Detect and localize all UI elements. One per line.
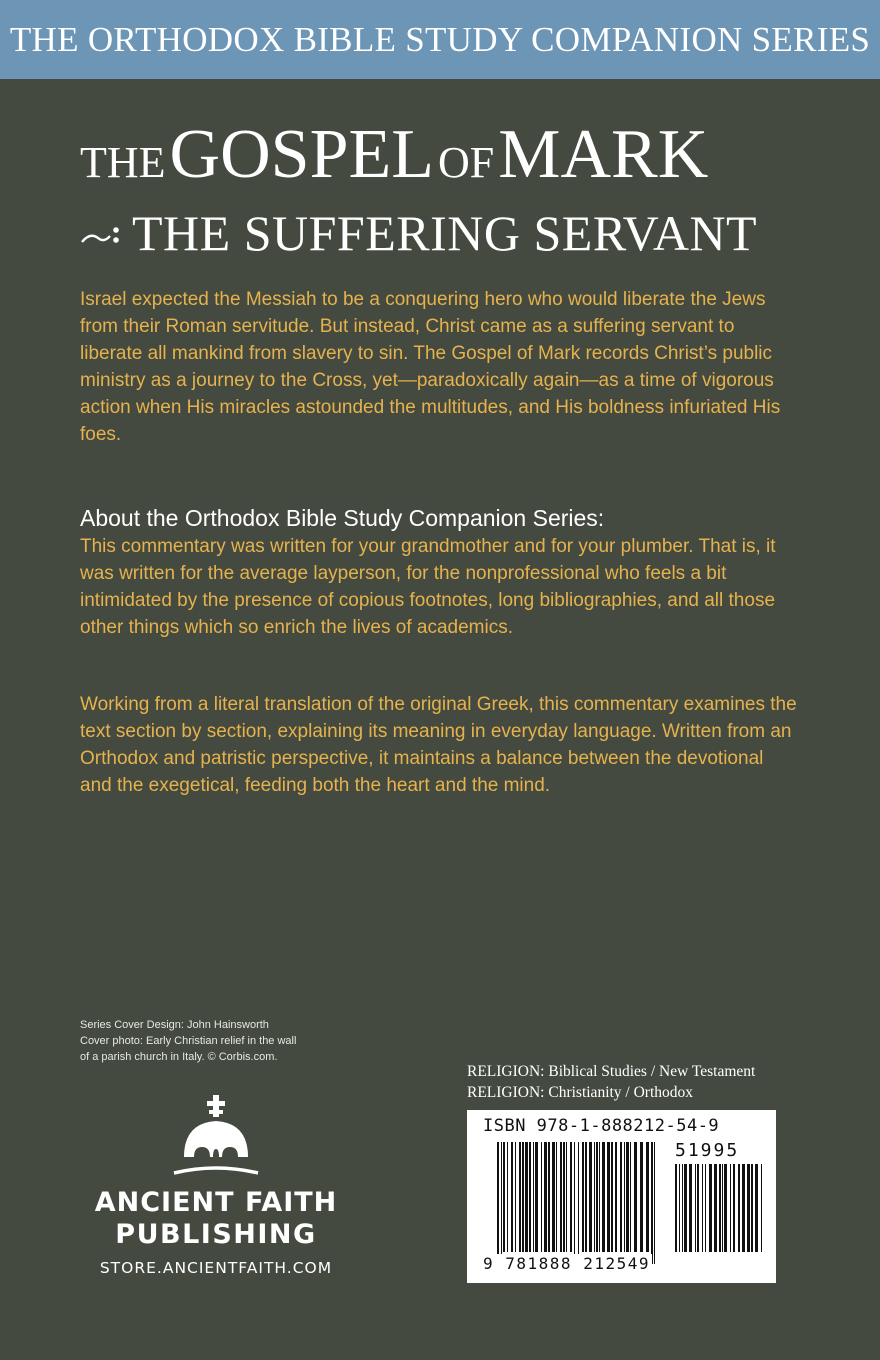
- isbn-text: ISBN 978-1-888212-54-9: [483, 1116, 720, 1136]
- bisac-categories: [467, 1061, 797, 1103]
- barcode-bar: [556, 1142, 557, 1252]
- barcode-bar: [620, 1142, 622, 1252]
- barcode-bar: [501, 1142, 502, 1264]
- credit-line: of a parish church in Italy. © Corbis.com.: [80, 1051, 278, 1063]
- barcode-bar: [640, 1142, 643, 1252]
- title-gospel: GOSPEL: [169, 116, 435, 193]
- barcode-bar: [541, 1142, 542, 1252]
- series-banner-text: THE ORTHODOX BIBLE STUDY COMPANION SERIES: [9, 19, 871, 59]
- barcode-bar: [563, 1142, 565, 1252]
- barcode-bar: [654, 1142, 655, 1264]
- barcode-bar: [519, 1142, 521, 1252]
- credit-line: Cover photo: Early Christian relief in the wall: [80, 1035, 297, 1047]
- book-subtitle: THE SUFFERING SERVANT: [132, 205, 758, 261]
- barcode-bar: [709, 1164, 712, 1252]
- barcode-bar: [751, 1164, 753, 1252]
- barcode-bar: [702, 1164, 703, 1252]
- book-subtitle-row: [80, 205, 840, 261]
- barcode-bar: [535, 1142, 538, 1252]
- ean-barcode-bars: [497, 1142, 657, 1264]
- about-heading: About the Orthodox Bible Study Companion Series:: [80, 505, 605, 531]
- publisher-logo: [80, 1093, 352, 1277]
- barcode-bar: [630, 1142, 631, 1252]
- series-banner: [0, 0, 880, 79]
- barcode-bar: [560, 1142, 562, 1252]
- category-line: RELIGION: Biblical Studies / New Testament: [467, 1063, 756, 1080]
- barcode-bar: [675, 1164, 677, 1252]
- book-blurb: Israel expected the Messiah to be a conquering hero who would liberate the Jews from their Roman servitude. But instead, Christ came as a suffering servant to liberate all mankind from slavery to sin. The Gospel of Mark records Christ’s public ministry as a journey to the Cross, yet—paradoxically again—as a time of vigorous action when His miracles astounded the multitudes, and His boldness infuriated His foes.: [80, 289, 781, 445]
- barcode-bar: [738, 1164, 740, 1252]
- price-barcode-bars: [675, 1164, 765, 1264]
- credit-line: Series Cover Design: John Hainsworth: [80, 1019, 269, 1031]
- barcode-bar: [585, 1142, 587, 1252]
- barcode-bar: [533, 1142, 534, 1252]
- barcode-bar: [697, 1164, 699, 1252]
- barcode-bar: [544, 1142, 547, 1252]
- barcode-bar: [566, 1142, 567, 1252]
- barcode-bar: [755, 1164, 758, 1252]
- title-of: OF: [438, 138, 495, 187]
- barcode-bar: [574, 1142, 575, 1264]
- barcode-bar: [596, 1142, 598, 1252]
- barcode-bar: [511, 1142, 513, 1252]
- barcode-bar: [719, 1164, 721, 1252]
- about-paragraph: This commentary was written for your grandmother and for your plumber. That is, it was written for the average layperson, for the nonprofessional who feels a bit intimidated by the presence of copious footnotes, long bibliographies, and all those other things which so enrich the lives of academics.: [80, 536, 776, 638]
- barcode-bar: [646, 1142, 649, 1252]
- barcode-bar: [599, 1142, 600, 1252]
- price-code: 51995: [675, 1140, 740, 1161]
- barcode-bar: [607, 1142, 610, 1252]
- about-paragraph: Working from a literal translation of the original Greek, this commentary examines the text section by section, explaining its meaning in everyday language. Written from an Orthodox and patristic perspective, it maintains a balance between the devotional and the exegetical, feeding both the heart and the mind.: [80, 694, 797, 796]
- ornament-icon: [80, 218, 124, 248]
- barcode-bar: [497, 1142, 499, 1264]
- barcode-bar: [695, 1164, 696, 1252]
- barcode-bar: [626, 1142, 629, 1252]
- barcode-bar: [548, 1142, 550, 1252]
- barcode-bar: [578, 1142, 579, 1264]
- publisher-url: STORE.ANCIENTFAITH.COM: [99, 1259, 333, 1277]
- barcode-bar: [634, 1142, 637, 1252]
- cover-credits: [80, 1017, 380, 1065]
- barcode-bar: [594, 1142, 595, 1252]
- church-dome-cross-icon: [166, 1093, 266, 1185]
- title-the: THE: [80, 138, 166, 187]
- barcode-bar: [747, 1164, 750, 1252]
- ean-digits: 9 781888 212549: [483, 1254, 650, 1273]
- barcode-bar: [529, 1142, 531, 1252]
- barcode-bar: [602, 1142, 605, 1252]
- barcode-bar: [679, 1164, 680, 1252]
- barcode-bar: [684, 1164, 687, 1252]
- publisher-name-line2: PUBLISHING: [115, 1219, 317, 1250]
- barcode-bar: [689, 1164, 692, 1252]
- barcode-bar: [589, 1142, 592, 1252]
- book-title: [80, 116, 840, 193]
- barcode-bar: [525, 1142, 528, 1252]
- barcode-bar: [615, 1142, 617, 1252]
- barcode-bar: [582, 1142, 584, 1252]
- barcode-bar: [515, 1142, 516, 1252]
- barcode-bar: [507, 1142, 508, 1252]
- barcode-bar: [624, 1142, 625, 1252]
- isbn-barcode: [467, 1110, 776, 1283]
- barcode-bar: [522, 1142, 524, 1252]
- barcode-bar: [682, 1164, 683, 1252]
- barcode-bar: [730, 1164, 731, 1252]
- barcode-bar: [742, 1164, 745, 1252]
- barcode-bar: [705, 1164, 706, 1252]
- barcode-bar: [552, 1142, 555, 1252]
- barcode-bar: [733, 1164, 735, 1252]
- barcode-bar: [651, 1142, 653, 1264]
- category-line: RELIGION: Christianity / Orthodox: [467, 1084, 694, 1101]
- barcode-bar: [503, 1142, 505, 1252]
- barcode-bar: [761, 1164, 762, 1252]
- title-mark: MARK: [498, 116, 709, 193]
- publisher-name-line1: ANCIENT FAITH: [94, 1187, 338, 1218]
- barcode-bar: [714, 1164, 717, 1252]
- barcode-bar: [570, 1142, 572, 1252]
- barcode-bar: [611, 1142, 613, 1252]
- barcode-bar: [722, 1164, 723, 1252]
- barcode-bar: [724, 1164, 727, 1252]
